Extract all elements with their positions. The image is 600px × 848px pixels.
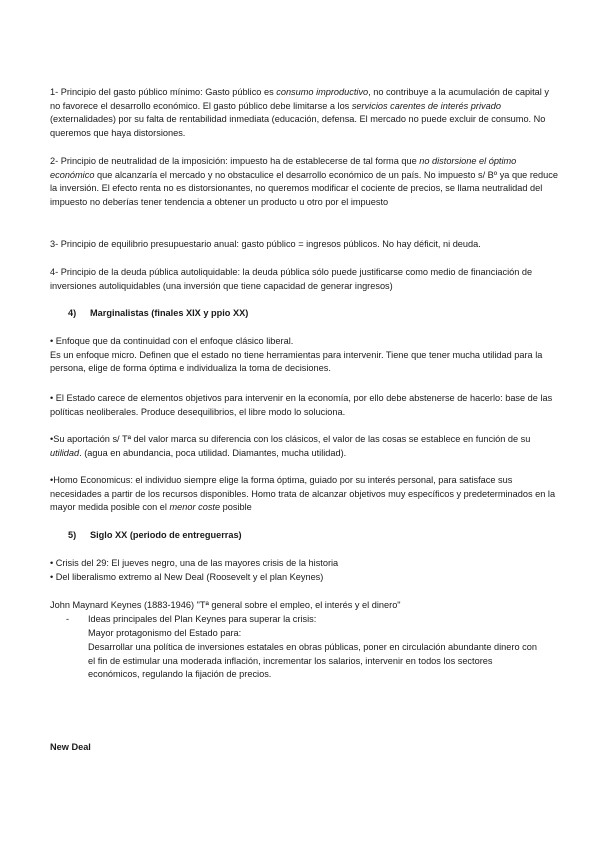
principle-2-emphasis: no distorsione el óptimo económico xyxy=(50,156,517,180)
section-4-bullet-4-text-a: •Homo Economicus: el individuo siempre elige la forma óptima, guiado por su interés personal, para satisface sus necesidades a partir de los recursos disponibles. Homo trata de alcanzar objetivos muy específicos y predeterminados en la mayor medida posible con el xyxy=(50,475,556,513)
principle-2 xyxy=(50,155,560,209)
section-4-number: 4) xyxy=(68,308,77,318)
principle-1-emphasis-b: servicios carentes de interés privado xyxy=(351,100,501,111)
principle-1 xyxy=(50,86,560,140)
principle-1-emphasis-a: consumo improductivo xyxy=(276,87,369,97)
principle-2-text-b: que alcanzaría el mercado y no obstaculice el desarrollo económico de un país. No impuesto s/ Bº ya que reduce la inversión. El efecto renta no es distorsionantes, no queremos modificar el cociente de precios, se llama neutralidad del impuesto no deberías tener tendencia a obtener un producto u otro por el impuesto xyxy=(50,169,558,207)
section-4-bullet-1-line-1: • Enfoque que da continuidad con el enfoque clásico liberal. xyxy=(50,336,294,346)
section-4-bullet-3 xyxy=(50,433,560,460)
section-4-bullet-3-text-b: . (agua en abundancia, poca utilidad. Diamantes, mucha utilidad). xyxy=(79,447,347,458)
principle-1-text-b: , no contribuye a la acumulación de capital y no favorece el desarrollo económico. El gasto público debe limitarse a los xyxy=(50,87,549,111)
section-5-number: 5) xyxy=(68,530,77,540)
principle-2-text-a: 2- Principio de neutralidad de la imposición: impuesto ha de establecerse de tal forma que xyxy=(50,156,420,166)
section-5-heading xyxy=(68,529,578,543)
section-4-bullet-3-text-a: •Su aportación s/ Tª del valor marca su diferencia con los clásicos, el valor de las cosas se establece en función de su xyxy=(50,434,531,444)
list-dash: - xyxy=(66,614,70,624)
keynes-detail: Desarrollar una política de inversiones estatales en obras públicas, poner en circulación abundante dinero con el fin de estimular una moderada inflación, incrementar los salarios, intervenir en todos los sectores económicos, regulando la fijación de precios. xyxy=(88,642,537,680)
section-4-bullet-2: • El Estado carece de elementos objetivos para intervenir en la economía, por ello debe abstenerse de hacerlo: base de las políticas neoliberales. Produce desequilibrios, el libre modo lo soluciona. xyxy=(50,393,553,417)
keynes-line: John Maynard Keynes (1883-1946) "Tª general sobre el empleo, el interés y el dinero" xyxy=(50,600,401,610)
principle-1-text-c: (externalidades) por su falta de rentabilidad inmediata (educación, defensa. El mercado no puede excluir de consumo. No queremos que haya distorsiones. xyxy=(50,114,546,138)
section-4-title: Marginalistas (finales XIX y ppio XX) xyxy=(90,308,249,318)
new-deal-heading: New Deal xyxy=(50,742,91,752)
principle-3: 3- Principio de equilibrio presupuestario anual: gasto público = ingresos públicos. No hay déficit, ni deuda. xyxy=(50,239,481,249)
section-4-bullet-4-emphasis: menor coste xyxy=(169,502,221,513)
keynes-protagonism: Mayor protagonismo del Estado para: xyxy=(88,628,242,638)
section-5-bullet-2: • Del liberalismo extremo al New Deal (Roosevelt y el plan Keynes) xyxy=(50,572,324,582)
section-4-bullet-3-emphasis: utilidad xyxy=(50,447,80,458)
section-4-heading xyxy=(68,307,578,321)
principle-4: 4- Principio de la deuda pública autoliquidable: la deuda pública sólo puede justificarse como medio de financiación de inversiones autoliquidables (una inversión que tiene capacidad de generar ingresos) xyxy=(50,267,533,291)
section-4-bullet-1 xyxy=(50,335,560,376)
section-5-title: Siglo XX (periodo de entreguerras) xyxy=(90,530,242,540)
section-4-bullet-4-text-b: posible xyxy=(220,502,252,513)
keynes-ideas: Ideas principales del Plan Keynes para superar la crisis: xyxy=(88,614,317,624)
section-4-bullet-4 xyxy=(50,474,560,515)
section-5-bullet-1: • Crisis del 29: El jueves negro, una de las mayores crisis de la historia xyxy=(50,558,339,568)
principle-1-text-a: 1- Principio del gasto público mínimo: Gasto público es xyxy=(50,87,277,97)
section-4-bullet-1-line-2: Es un enfoque micro. Definen que el estado no tiene herramientas para intervenir. Tiene que tener mucha utilidad para la persona, elige de forma óptima e individualiza la toma de decisiones. xyxy=(50,349,543,374)
